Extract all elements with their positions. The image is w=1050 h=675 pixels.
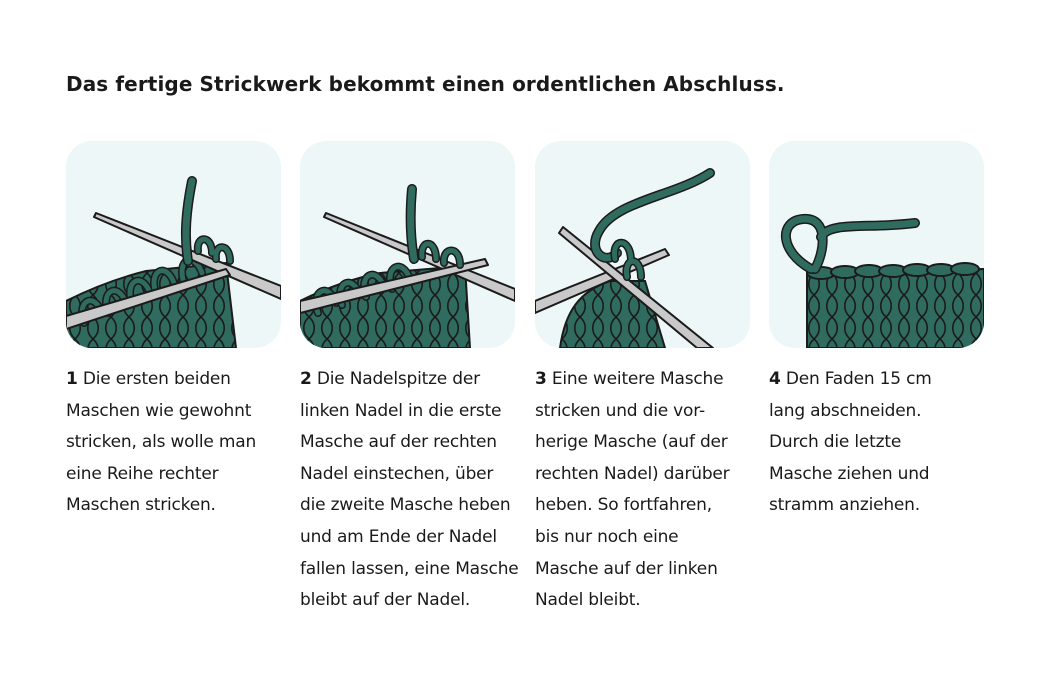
caption-line: rechten Nadel) darüber: [535, 463, 730, 484]
step-4-illustration: [769, 141, 984, 348]
caption-line: herige Masche (auf der: [535, 432, 728, 453]
step-number: 1: [66, 369, 78, 389]
caption-line: Masche ziehen und: [769, 463, 930, 484]
caption-line: Durch die letzte: [769, 432, 902, 453]
caption-line: heben. So fortfahren,: [535, 495, 712, 516]
caption-line: lang abschneiden.: [769, 400, 922, 421]
caption-line: die zweite Masche heben: [300, 495, 511, 516]
step-1: [66, 141, 286, 522]
steps-row: [66, 141, 986, 621]
step-1-caption: [66, 364, 286, 522]
caption-line: 1 Die ersten beiden: [66, 369, 231, 389]
caption-line: eine Reihe rechter: [66, 463, 219, 484]
caption-line: Masche auf der linken: [535, 558, 718, 579]
step-4-caption: [769, 364, 989, 522]
caption-line: Nadel einstechen, über: [300, 463, 494, 484]
caption-line: Masche auf der rechten: [300, 432, 497, 453]
caption-line: 4 Den Faden 15 cm: [769, 369, 932, 389]
caption-line: 3 Eine weitere Masche: [535, 369, 724, 389]
caption-line: und am Ende der Nadel: [300, 526, 497, 547]
caption-line: Maschen stricken.: [66, 495, 216, 516]
step-2-illustration: [300, 141, 515, 348]
caption-line: stricken, als wolle man: [66, 432, 257, 453]
step-2-caption: [300, 364, 520, 617]
caption-line: fallen lassen, eine Masche: [300, 558, 519, 579]
step-number: 4: [769, 369, 781, 389]
step-number: 2: [300, 369, 312, 389]
step-3-caption: [535, 364, 755, 617]
caption-line: bleibt auf der Nadel.: [300, 590, 471, 611]
step-4: [769, 141, 989, 522]
page-title: Das fertige Strickwerk bekommt einen ordentlichen Abschluss.: [66, 72, 785, 96]
step-3-illustration: [535, 141, 750, 348]
step-2: [300, 141, 520, 617]
caption-line: Nadel bleibt.: [535, 590, 641, 611]
caption-line: linken Nadel in die erste: [300, 400, 502, 421]
caption-line: stricken und die vor-: [535, 400, 705, 421]
caption-line: 2 Die Nadelspitze der: [300, 369, 480, 389]
step-3: [535, 141, 755, 617]
step-1-illustration: [66, 141, 281, 348]
caption-line: bis nur noch eine: [535, 526, 679, 547]
caption-line: stramm anziehen.: [769, 495, 920, 516]
step-number: 3: [535, 369, 547, 389]
caption-line: Maschen wie gewohnt: [66, 400, 252, 421]
